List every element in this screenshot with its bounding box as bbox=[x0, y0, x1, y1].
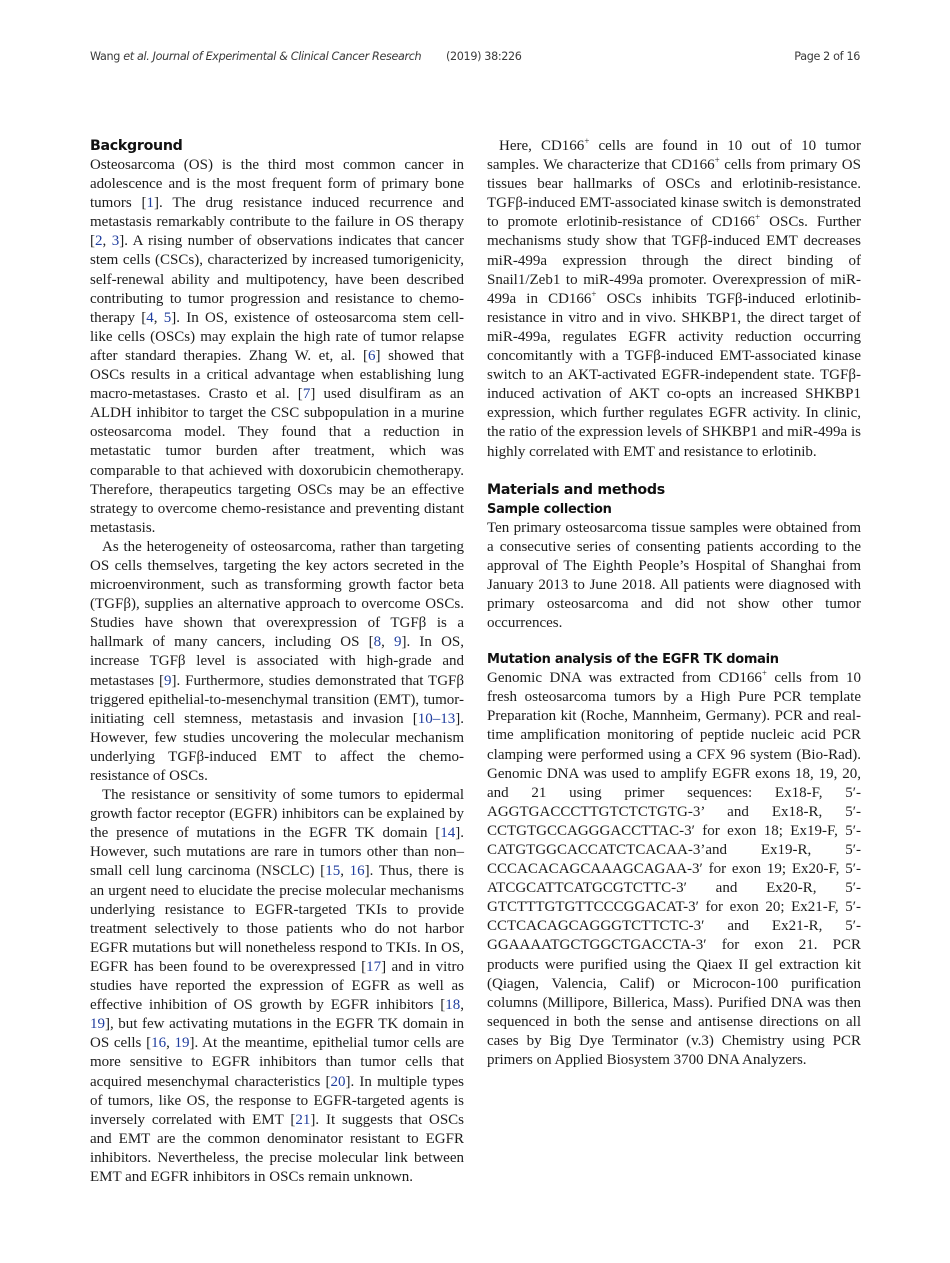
running-header bbox=[90, 50, 860, 68]
citation-link[interactable]: 8 bbox=[373, 634, 382, 651]
section-heading-methods: Materials and methods bbox=[487, 481, 665, 498]
text: Genomic DNA was extracted from CD166 bbox=[487, 670, 762, 687]
text: , bbox=[153, 309, 164, 326]
text: ] and in vitro studies have reported the expression of EGFR as well as effective inhibition of OS growth by EGFR inhibitors [ bbox=[90, 958, 464, 1014]
text: The resistance or sensitivity of some tumors to epidermal growth factor receptor (EGFR) inhibitors can be explained by the presence of mutations in the EGFR TK domain [ bbox=[90, 787, 464, 842]
text: cells from 10 fresh osteosarcoma tumors by a High Pure PCR template Preparation kit (Roche, Mannheim, Germany). PCR and real-time amplification monitoring of peptide nucleic acid PCR clamping were performed using a CFX 96 system (Bio-Rad). Genomic DNA was used to amplify EGFR exons 18, 19, 20, and 21 using primer sequences: Ex18-F, 5′-AGGTGACCCTTGTCTCTGTG-3’ and Ex18-R, 5′-CCTGTGCCAGGGACCTTAC-3′ for exon 18; Ex19-F, 5′-CATGTGGCACCATCTCACAA-3’and Ex19-R, 5′-CCCACACAGCAAAGCAGAA-3′ for exon 19; Ex20-F, 5′-ATCGCATTCATGCGTCTTC-3′ and Ex20-R, 5′-GTCTTTGTGTTCCCGGACAT-3′ for exon 20; Ex21-F, 5′-CCTCACAGCAGGGTCTTCTC-3′ and Ex21-R, 5′-GGAAAATGCTGGCTGACCTA-3′ for exon 21. PCR products were purified using the Qiaex II gel extraction kit (Qiagen, Valencia, Calif) or Microcon-100 purification columns (Millipore, Billerica, Mass). Purified DNA was then sequenced in both the sense and antisense directions on all cases by Big Dye Terminator (v.3) Chemistry using PCR primers on Applied Biosystem 3700 DNA Analyzers. bbox=[487, 670, 862, 1069]
citation-link[interactable]: 5 bbox=[163, 309, 172, 326]
citation-link[interactable]: 2 bbox=[95, 233, 103, 250]
paragraph-background-2 bbox=[90, 538, 464, 786]
text: ] showed that OSCs results in a critical advantage when establishing lung macro-metastases. Crasto et al. [ bbox=[90, 347, 465, 403]
superscript: + bbox=[755, 212, 761, 223]
text: ]. The drug resistance induced recurrence and metastasis remarkably contribute to the failure in OS therapy [ bbox=[90, 195, 465, 250]
text: cells are found in 10 out of 10 tumor samples. We characterize that CD166 bbox=[487, 138, 861, 174]
text: , bbox=[166, 1035, 175, 1052]
citation-link[interactable]: 16 bbox=[151, 1035, 167, 1052]
text: ]. Furthermore, studies demonstrated that TGFβ triggered epithelial-to-mesenchymal transition (EMT), tumor-initiating cell stemness, metastasis and invasion [ bbox=[90, 672, 465, 727]
citation-link[interactable]: 16 bbox=[349, 863, 365, 880]
text: ]. In multiple types of tumors, like OS, the response to EGFR-targeted agents is inversely correlated with EMT [ bbox=[90, 1073, 464, 1128]
text: cells from primary OS tissues bear hallmarks of OSCs and erlotinib-resistance. TGFβ-induced EMT-associated kinase switch is demonstrated to promote erlotinib-resistance of CD166 bbox=[487, 157, 861, 231]
text: ]. In OS, existence of osteosarcoma stem cell-like cells (OSCs) may explain the high rate of tumor relapse after standard therapies. Zhang W. et, al. [ bbox=[90, 309, 464, 364]
left-column bbox=[90, 136, 464, 1187]
spacer bbox=[487, 633, 861, 650]
citation-link[interactable]: 6 bbox=[368, 347, 376, 364]
text: ]. However, such mutations are rare in tumors other than non–small cell lung carcinoma (NSCLC) [ bbox=[90, 825, 464, 880]
page-number: Page 2 of 16 bbox=[794, 50, 860, 63]
volume-info: (2019) 38:226 bbox=[446, 50, 522, 63]
citation-link[interactable]: 17 bbox=[366, 958, 382, 975]
text: ], but few activating mutations in the EGFR TK domain in OS cells [ bbox=[90, 1016, 464, 1052]
text: ]. Thus, there is an urgent need to elucidate the precise molecular mechanisms underlying resistance to EGFR-targeted TKIs to provide treatment selectively to those patients who do not harbor EGFR mutations but will nonetheless respond to TKIs. In OS, EGFR has been found to be overexpressed [ bbox=[90, 863, 465, 975]
citation-link[interactable]: 1 bbox=[146, 195, 155, 212]
citation-link[interactable]: 10–13 bbox=[417, 710, 456, 727]
citation-link[interactable]: 14 bbox=[440, 825, 456, 842]
citation-link[interactable]: 7 bbox=[302, 386, 311, 403]
citation-link[interactable]: 3 bbox=[111, 233, 120, 250]
citation-link[interactable]: 20 bbox=[330, 1073, 346, 1090]
text: , bbox=[340, 863, 350, 880]
subsection-heading-sample-collection: Sample collection bbox=[487, 501, 612, 517]
superscript: + bbox=[761, 668, 767, 679]
text: ]. However, few studies uncovering the molecular mechanism underlying TGFβ-induced EMT to affect the chemo-resistance of OSCs. bbox=[90, 710, 464, 784]
text: Here, CD166 bbox=[499, 138, 585, 154]
authors: Wang bbox=[90, 50, 124, 63]
text: Osteosarcoma (OS) is the third most common cancer in adolescence and is the most frequent form of primary bone tumors [ bbox=[90, 157, 464, 212]
paragraph-background-4 bbox=[487, 137, 861, 462]
text: , bbox=[381, 634, 395, 651]
text: ]. At the meantime, epithelial tumor cells are more sensitive to EGFR inhibitors than tumor cells that acquired mesenchymal characteristics [ bbox=[90, 1035, 464, 1090]
paragraph-background-3 bbox=[90, 786, 464, 1187]
text: ]. In OS, increase TGFβ level is associated with high-grade and metastases [ bbox=[90, 634, 464, 689]
citation-link[interactable]: 9 bbox=[394, 634, 402, 651]
citation-link[interactable]: 19 bbox=[90, 1016, 105, 1033]
journal-name: Journal of Experimental & Clinical Cancer Research bbox=[149, 50, 422, 63]
superscript: + bbox=[584, 136, 590, 146]
paragraph-sample-collection: Ten primary osteosarcoma tissue samples were obtained from a consecutive series of consenting patients according to the approval of The Eighth People’s Hospital of Shanghai from January 2013 to June 2018. All patients were diagnosed with primary osteosarcoma and did not show other tumor occurrences. bbox=[487, 519, 861, 632]
text: ] used disulfiram as an ALDH inhibitor to target the CSC subpopulation in a murine osteosarcoma model. They found that a reduction in metastatic tumor burden after treatment, which was comparable to that achieved with doxorubicin chemotherapy. Therefore, therapeutics targeting OSCs may be an effective strategy to overcome chemo-resistance and preventing distant metastasis. bbox=[90, 386, 464, 536]
text: As the heterogeneity of osteosarcoma, rather than targeting OS cells themselves, targeting the key actors secreted in the microenvironment, such as transforming growth factor beta (TGFβ), supplies an alternative approach to overcome OSCs. Studies have shown that overexpression of TGFβ is a hallmark of many cancers, including OS [ bbox=[90, 538, 464, 651]
citation-link[interactable]: 19 bbox=[174, 1035, 190, 1052]
et-al: et al. bbox=[123, 50, 150, 63]
paragraph-background-1 bbox=[90, 156, 464, 538]
text: ]. A rising number of observations indicates that cancer stem cells (CSCs), characterized by increased tumorigenicity, self-renewal ability and multipotency, have been described contributing to tumor progression and resistance to chemo-therapy [ bbox=[90, 233, 464, 326]
citation-link[interactable]: 15 bbox=[325, 863, 341, 880]
right-column bbox=[487, 137, 861, 1070]
text: , bbox=[102, 233, 112, 250]
superscript: + bbox=[714, 155, 720, 166]
journal-citation bbox=[90, 50, 421, 63]
paragraph-mutation-analysis bbox=[487, 669, 861, 1070]
citation-link[interactable]: 9 bbox=[164, 672, 172, 689]
spacer bbox=[487, 462, 861, 480]
subsection-heading-mutation-analysis: Mutation analysis of the EGFR TK domain bbox=[487, 652, 779, 668]
text: ]. It suggests that OSCs and EMT are the common denominator resistant to EGFR inhibitors. Nevertheless, the precise molecular link between EMT and EGFR inhibitors in OSCs remain unknown. bbox=[90, 1111, 464, 1185]
text: , bbox=[460, 997, 464, 1014]
text: OSCs inhibits TGFβ-induced erlotinib-resistance in vitro and in vivo. SHKBP1, the direct target of miR-499a, regulates EGFR activity reduction occurring concomitantly with a TGFβ-induced EMT-associated kinase switch to an AKT-activated EGFR-independent state. TGFβ-induced activation of AKT co-opts an increased SHKBP1 expression, which further regulates EGFR activity. In clinic, the ratio of the expression levels of SHKBP1 and miR-499a is highly correlated with EMT and resistance to erlotinib. bbox=[487, 290, 861, 460]
superscript: + bbox=[591, 288, 597, 299]
citation-link[interactable]: 18 bbox=[445, 997, 461, 1014]
section-heading-background: Background bbox=[90, 138, 183, 154]
citation-link[interactable]: 21 bbox=[295, 1111, 311, 1128]
text: OSCs. Further mechanisms study show that TGFβ-induced EMT decreases miR-499a expression through the direct binding of Snail1/Zeb1 to miR-499a promoter. Overexpression of miR-499a in CD166 bbox=[487, 214, 861, 307]
citation-link[interactable]: 4 bbox=[146, 309, 154, 326]
